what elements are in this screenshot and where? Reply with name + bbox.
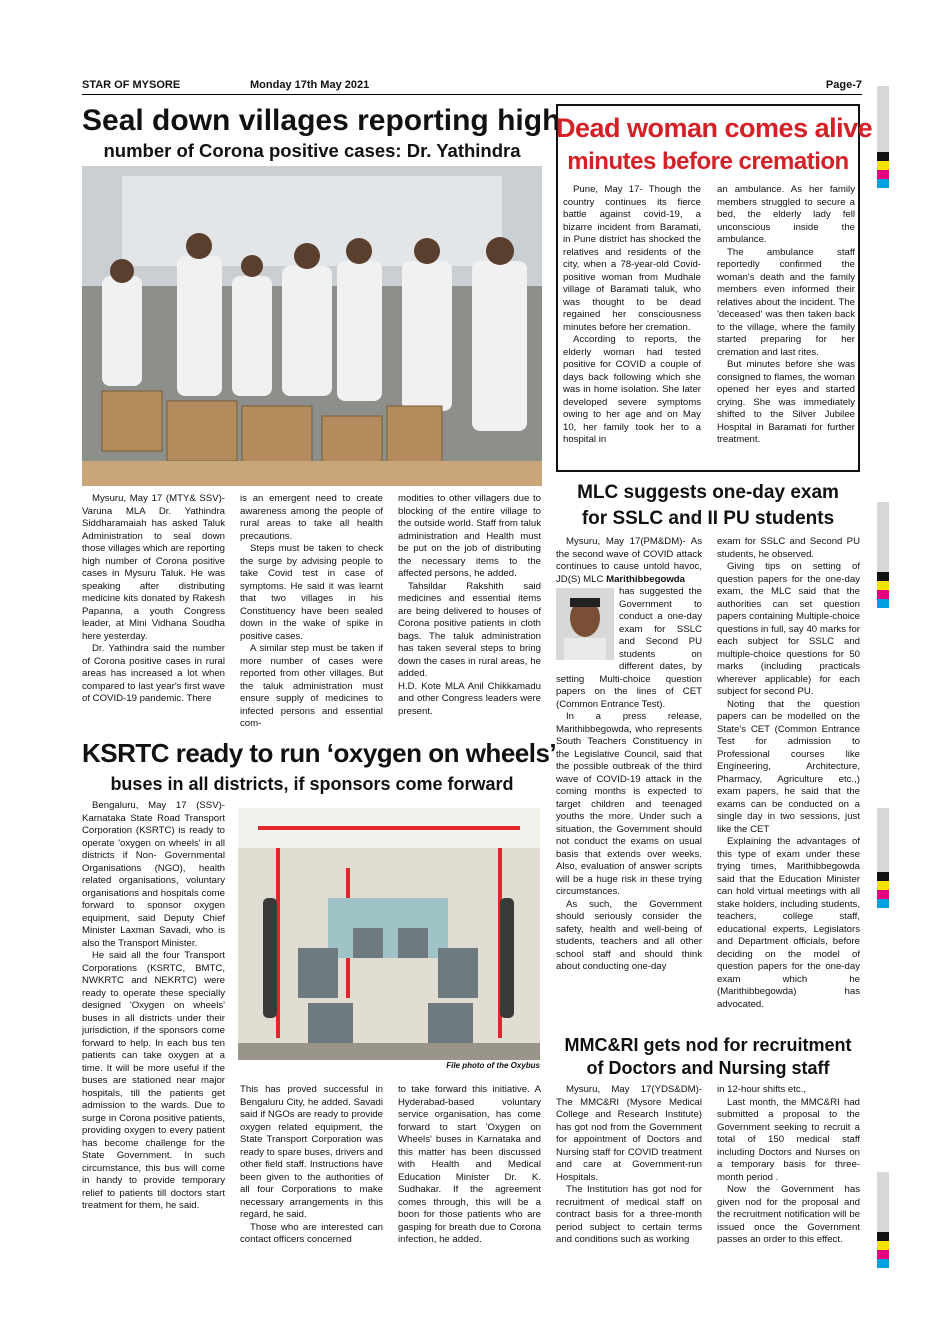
mlc-portrait [556, 588, 614, 660]
paragraph: As such, the Government should seriously consider the safety, health and well-being of students, teachers and all other school staff and should think about conducting one-day [556, 898, 702, 972]
paragraph [556, 536, 702, 586]
registration-bar-grey [877, 808, 889, 872]
text-run: Mysuru, May 17(PM&DM)- As the second wave of COVID attack continues to cause untold havoc, JD(S) MLC [556, 536, 702, 585]
paragraph: A similar step must be taken if more number of cases were reported from other villages. But the taluk administration must ensure supply of medicines to infected persons and essential com- [240, 643, 383, 729]
group-photo-illustration [82, 166, 542, 486]
portrait-illustration [556, 588, 614, 660]
story1-headline: Seal down villages reporting high [82, 104, 561, 137]
story3-column-2 [717, 536, 860, 1011]
paragraph: Mysuru, May 17(YDS&DM)- The MMC&RI (Mysore Medical College and Research Institute) has got nod from the Government for appointment of Doctors and Nursing staff for COVID treatment and care at Government-run Hospitals. [556, 1084, 702, 1183]
paragraph: Those who are interested can contact officers concerned [240, 1221, 383, 1245]
story1-column-1 [82, 493, 225, 706]
story1-column-2 [240, 493, 383, 731]
paragraph: This has proved successful in Bengaluru City, he added. Savadi said if NGOs are ready to provide oxygen related equipment, the State Transport Corporation was ready to spare buses, drivers and other field staff. Instructions have been given to the authorities of all four Corporations to make necessary arrangements in this regard, he said. [240, 1084, 383, 1220]
paragraph: Pune, May 17- Though the country continues its fierce battle against covid-19, a bizarre incident from Baramati, in Pune district has shocked the relatives and residents of the city, when a 78-year-old Covid-positive woman from Mudhale village of Baramati taluk, who was thought to be dead regained her consciousness minutes before her cremation. [563, 184, 701, 333]
story5-headline: MMC&RI gets nod for recruitment [564, 1035, 852, 1055]
story2-column-2 [717, 184, 855, 447]
paragraph: According to reports, the elderly woman had tested positive for COVID a couple of days back following which she was in home isolation. She later developed severe symptoms owing to her age and on May 10, her family took her to a hospital in [563, 334, 701, 445]
story1-column-3 [398, 493, 541, 718]
story2-subhead: minutes before cremation [567, 148, 849, 175]
story4-column-1 [82, 800, 225, 1213]
paragraph: But minutes before she was consigned to flames, the woman opened her eyes and started crying. She was immediately shifted to the Silver Jubilee Hospital in Baramati for further treatment. [717, 359, 855, 445]
paragraph: In a press release, Marithibbegowda, who represents South Teachers Constituency in the Legislative Council, said that the possible outbreak of the third wave of COVID-19 attack in the coming months is expected to target children and teenaged youths the more. Under such a situation, the Government should not conduct the exams on usual basis that extends over weeks. Also, evaluation of answer scripts will be a huge risk in these trying circumstances. [556, 711, 702, 897]
registration-colors [877, 872, 889, 908]
bus-interior-illustration [238, 808, 540, 1060]
registration-colors [877, 572, 889, 608]
paragraph: to take forward this initiative. A Hyderabad-based voluntary service organisation, has come forward to start 'Oxygen on Wheels' buses in Karnataka and this matter has been discussed with Health and Medical Education Minister Dr. K. Sudhakar. If the agreement comes through, this will be a boon for those patients who are gasping for breath due to Corona infection, he added. [398, 1084, 541, 1245]
registration-colors [877, 1232, 889, 1268]
story1-subhead: number of Corona positive cases: Dr. Yathindra [103, 140, 521, 161]
story2-headline: Dead woman comes alive [556, 113, 873, 143]
story2-column-1 [563, 184, 701, 447]
registration-colors [877, 152, 889, 188]
paragraph: has suggested the Government to conduct a one-day exam for SSLC and Second PU students on different dates, by setting Multi-choice question papers on the lines of CET (Common Entrance Test). [556, 586, 702, 710]
oxybus-photo [238, 808, 540, 1060]
paragraph: modities to other villagers due to blocking of the entire village to the outside world. Staff from taluk administration and Health must be put on the job of distributing the necessary items to the affected persons, he added. [398, 493, 541, 579]
paragraph: H.D. Kote MLA Anil Chikkamadu and other Congress leaders were present. [398, 680, 541, 717]
paragraph: exam for SSLC and Second PU students, he observed. [717, 536, 860, 560]
story4-column-3 [398, 1084, 541, 1247]
oxybus-caption: File photo of the Oxybus [446, 1061, 540, 1070]
paragraph: The ambulance staff reportedly confirmed the woman's death and the family members even informed their relatives about the incident. The 'deceased' was then taken back to the village, where the family started preparing for her cremation and last rites. [717, 246, 855, 358]
paragraph: Now the Government has given nod for the proposal and the recruitment notification will be issued once the Government passes an order to this effect. [717, 1184, 860, 1245]
paragraph: Last month, the MMC&RI had submitted a proposal to the Government seeking to recruit a total of 150 medical staff including Doctors and Nurses on a temporary basis for three-month period . [717, 1096, 860, 1183]
registration-bar-grey [877, 502, 889, 574]
paragraph: He said all the four Transport Corporations (KSRTC, BMTC, NWKRTC and NEKRTC) were ready to operate these specially designed 'Oxygen on wheels' buses in all districts under their jurisdiction, if the sponsors come forward to help. In each bus ten patients can take oxygen at a time. It will be more useful if the buses are stationed near major hospitals, till the patients get admission to the wards. Due to surge in Corona positive patients, providing oxygen to every patient has become challenge for the State Government. In such circumstance, this bus will come in handy to provide temporary relief to patients till doctors start treatment for them, he said. [82, 950, 225, 1211]
paragraph: Explaining the advantages of this type of exam under these trying times, Marithibbegowda said that the Education Minister can hold virtual meetings with all stake holders, including students, teachers, college staff, educational experts, Legislators and Department officials, before deciding on the model of question papers for the one-day exam which he (Marithibbegowda) has advocated. [717, 836, 860, 1010]
story3-column-1 [556, 536, 702, 974]
story3-subhead: for SSLC and II PU students [581, 508, 835, 529]
paragraph: Steps must be taken to check the surge by advising people to take Covid test in case of symptoms. He said it was learnt that two villages in his Constituency have been sealed down in the wake of spike in positive cases. [240, 543, 383, 642]
paragraph: Bengaluru, May 17 (SSV)- Karnataka State Road Transport Corporation (KSRTC) is ready to operate 'oxygen on wheels' in all districts if Non- Governmental Organisations (NGO), health related organisations, voluntary organisations and hospitals come forward to sponsor oxygen equipment, said Deputy Chief Minister Laxman Savadi, who is also the Transport Minister. [82, 800, 225, 949]
paragraph: Tahsildar Rakshith said medicines and essential items are being delivered to houses of Corona positive patients in cloth bags. The taluk administration has taken several steps to bring down the cases in rural areas, he added. [398, 580, 541, 679]
story3-headline: MLC suggests one-day exam [577, 482, 839, 503]
page-header [82, 78, 862, 95]
paragraph: The Institution has got nod for recruitment of medical staff on contract basis for a three-month period subject to certain terms and conditions such as working [556, 1184, 702, 1245]
story4-headline: KSRTC ready to run ‘oxygen on wheels’ [82, 738, 557, 768]
registration-bar-grey [877, 1172, 889, 1236]
story5-column-1 [556, 1084, 702, 1247]
story4-subhead: buses in all districts, if sponsors come forward [110, 774, 514, 794]
paragraph: Dr. Yathindra said the number of Corona positive cases in rural areas has increased a lot when compared to last year's first wave of COVID-19 pandemic. There [82, 643, 225, 704]
story5-subhead: of Doctors and Nursing staff [586, 1058, 830, 1078]
story1-photo [82, 166, 542, 486]
mlc-name: Marithibbegowda [606, 573, 685, 585]
paragraph: an ambulance. As her family members struggled to secure a bed, the elderly lady fell unconscious inside the ambulance. [717, 184, 855, 245]
registration-bar-grey [877, 86, 889, 158]
paragraph: Noting that the question papers can be modelled on the State's CET (Common Entrance Test for admission to Professional courses like Engineering, Architecture, Pharmacy, Agriculture etc.,) exam papers, he said that the exams can be conducted on a single day in two sessions, just like the CET [717, 698, 860, 835]
paragraph: Giving tips on setting of question papers for the one-day exam, the MLC said that the authorities can set question papers containing Multiple-choice questions in full, say 40 marks for each subject for SSLC and multiple-choice questions for 50 marks (including practicals wherever applicable) for each subject for second PU. [717, 561, 860, 697]
issue-date: Monday 17th May 2021 [250, 79, 370, 91]
page-number: Page-7 [825, 79, 862, 91]
story5-column-2 [717, 1084, 860, 1247]
paragraph: is an emergent need to create awareness among the people of rural areas to take all health precautions. [240, 493, 383, 542]
story4-column-2 [240, 1084, 383, 1247]
paragraph: in 12-hour shifts etc., [717, 1084, 807, 1095]
paper-name: STAR OF MYSORE [82, 79, 181, 91]
paragraph: Mysuru, May 17 (MTY& SSV)- Varuna MLA Dr. Yathindra Siddharamaiah has asked Taluk Administration to seal down those villages which are reporting high number of Corona positive cases in Mysuru Taluk. He was speaking after distributing medicine kits donated by Rakesh Papanna, a youth Congress leader, at Mini Vidhana Soudha here yesterday. [82, 493, 225, 642]
